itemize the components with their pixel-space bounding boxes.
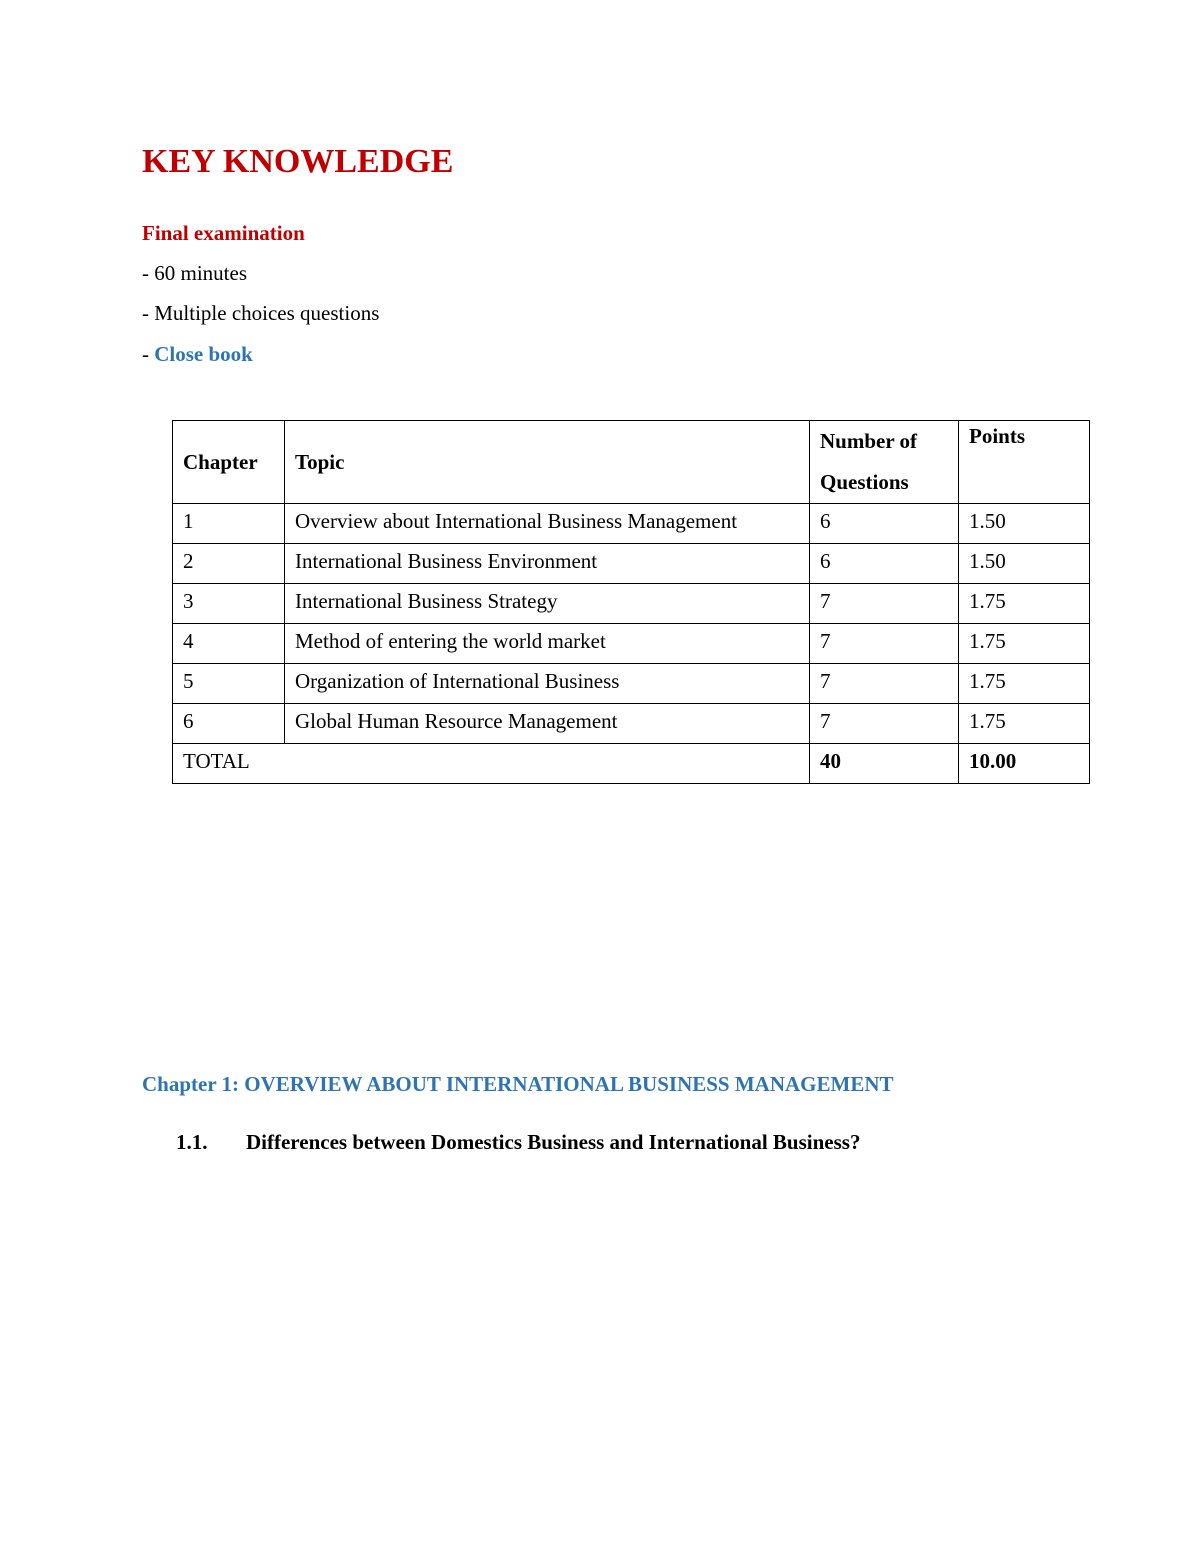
cell-points: 1.75: [959, 704, 1090, 744]
cell-topic: Method of entering the world market: [285, 624, 810, 664]
cell-questions: 7: [810, 664, 959, 704]
cell-topic: Global Human Resource Management: [285, 704, 810, 744]
table-row: [173, 504, 1090, 544]
exam-structure-table: [172, 420, 1090, 784]
cell-chapter: 3: [173, 584, 285, 624]
cell-questions: 7: [810, 624, 959, 664]
bullet-text: 60 minutes: [154, 261, 247, 285]
total-questions: 40: [810, 744, 959, 784]
cell-points: 1.75: [959, 664, 1090, 704]
bullet-prefix: -: [142, 301, 155, 325]
cell-chapter: 2: [173, 544, 285, 584]
header-points: Points: [959, 421, 1090, 504]
cell-topic: International Business Environment: [285, 544, 810, 584]
cell-chapter: 4: [173, 624, 285, 664]
bullet-prefix: -: [142, 261, 155, 285]
header-topic: Topic: [285, 421, 810, 504]
exam-heading: Final examination: [142, 221, 305, 245]
cell-points: 1.50: [959, 544, 1090, 584]
cell-questions: 6: [810, 504, 959, 544]
total-points: 10.00: [959, 744, 1090, 784]
bullet-prefix: -: [142, 342, 155, 366]
page-title: KEY KNOWLEDGE: [142, 143, 454, 180]
table-header-row: [173, 421, 1090, 504]
bullet-close-book: [142, 339, 253, 369]
section-title: Differences between Domestics Business and International Business?: [246, 1130, 861, 1154]
bullet-format: [142, 298, 379, 328]
header-questions-line1: Number of: [820, 429, 918, 453]
header-chapter: Chapter: [173, 421, 285, 504]
table-row: [173, 544, 1090, 584]
bullet-duration: [142, 258, 247, 288]
bullet-text-highlight: Close book: [154, 342, 253, 366]
table-total-row: [173, 744, 1090, 784]
cell-topic: Organization of International Business: [285, 664, 810, 704]
cell-questions: 6: [810, 544, 959, 584]
cell-points: 1.50: [959, 504, 1090, 544]
bullet-text: Multiple choices questions: [154, 301, 380, 325]
total-label: TOTAL: [173, 744, 810, 784]
chapter-1-heading: Chapter 1: OVERVIEW ABOUT INTERNATIONAL BUSINESS MANAGEMENT: [142, 1072, 894, 1096]
cell-chapter: 6: [173, 704, 285, 744]
cell-points: 1.75: [959, 624, 1090, 664]
cell-questions: 7: [810, 704, 959, 744]
table-row: [173, 704, 1090, 744]
cell-topic: Overview about International Business Management: [285, 504, 810, 544]
header-number-of-questions: [810, 421, 959, 504]
cell-topic: International Business Strategy: [285, 584, 810, 624]
table-row: [173, 624, 1090, 664]
cell-points: 1.75: [959, 584, 1090, 624]
table-row: [173, 664, 1090, 704]
header-questions-line2: Questions: [820, 470, 909, 494]
cell-chapter: 1: [173, 504, 285, 544]
section-number: 1.1.: [176, 1130, 208, 1154]
cell-chapter: 5: [173, 664, 285, 704]
table-row: [173, 584, 1090, 624]
cell-questions: 7: [810, 584, 959, 624]
